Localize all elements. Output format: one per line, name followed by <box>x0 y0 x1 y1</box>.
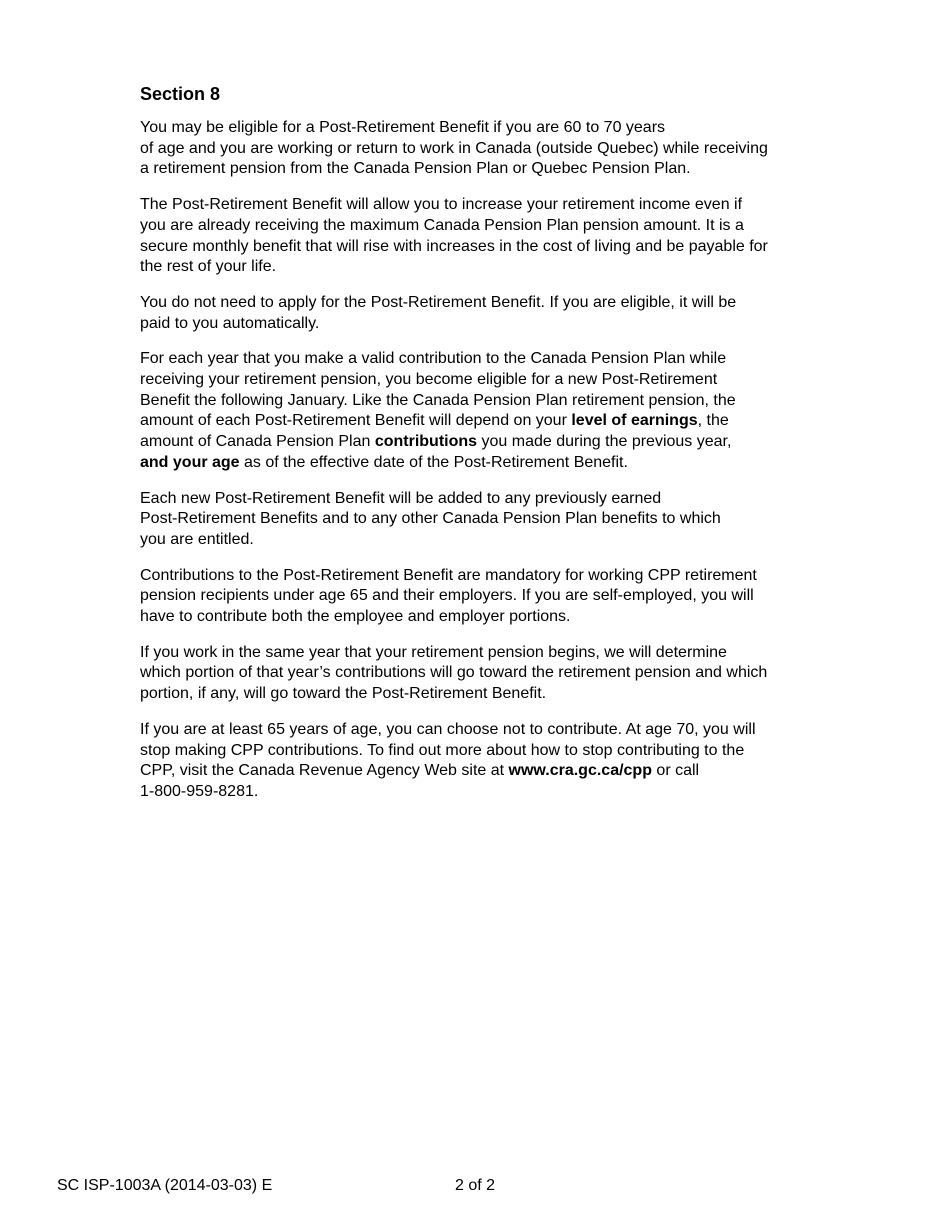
text-segment: , the <box>697 412 729 430</box>
text-line: If you are at least 65 years of age, you can choose not to contribute. At age 70, you will <box>140 720 756 738</box>
form-identifier: SC ISP-1003A (2014-03-03) E <box>57 1177 273 1194</box>
text-line: For each year that you make a valid contribution to the Canada Pension Plan while <box>140 350 727 368</box>
text-segment: CPP, visit the Canada Revenue Agency Web site at <box>140 762 509 780</box>
text-line: Each new Post-Retirement Benefit will be added to any previously earned <box>140 489 662 507</box>
text-line: Contributions to the Post-Retirement Benefit are mandatory for working CPP retirement <box>140 566 757 584</box>
paragraph-cumulative-benefits <box>140 489 830 551</box>
paragraph-mandatory-contributions <box>140 566 830 628</box>
section-heading: Section 8 <box>140 84 221 104</box>
text-line: portion, if any, will go toward the Post-Retirement Benefit. <box>140 685 547 703</box>
text-line <box>140 411 830 432</box>
emphasis-level-of-earnings: level of earnings <box>571 412 698 430</box>
text-line: stop making CPP contributions. To find out more about how to stop contributing to the <box>140 741 745 759</box>
text-line: You may be eligible for a Post-Retirement Benefit if you are 60 to 70 years <box>140 119 666 136</box>
paragraph-stop-contributing <box>140 720 830 803</box>
text-line: a retirement pension from the Canada Pension Plan or Quebec Pension Plan. <box>140 160 691 178</box>
text-line: paid to you automatically. <box>140 314 320 332</box>
paragraph-automatic-payment <box>140 293 830 334</box>
text-line: If you work in the same year that your retirement pension begins, we will determine <box>140 643 727 661</box>
text-segment: as of the effective date of the Post-Retirement Benefit. <box>239 453 628 471</box>
emphasis-and-your-age: and your age <box>140 453 240 471</box>
cra-website-link[interactable]: www.cra.gc.ca/cpp <box>508 762 652 780</box>
text-line <box>140 761 830 782</box>
text-line: You do not need to apply for the Post-Retirement Benefit. If you are eligible, it will be <box>140 293 737 311</box>
document-body <box>140 82 830 818</box>
paragraph-annual-contribution <box>140 349 830 473</box>
text-line: pension recipients under age 65 and their employers. If you are self-employed, you will <box>140 587 754 605</box>
text-segment: you made during the previous year, <box>477 433 732 451</box>
paragraph-same-year <box>140 643 830 705</box>
text-line <box>140 453 830 474</box>
text-line: of age and you are working or return to work in Canada (outside Quebec) while receiving <box>140 139 768 157</box>
text-line: Post-Retirement Benefits and to any other Canada Pension Plan benefits to which <box>140 510 721 528</box>
text-line: you are entitled. <box>140 530 254 548</box>
text-line: you are already receiving the maximum Canada Pension Plan pension amount. It is a <box>140 216 744 234</box>
text-segment: amount of each Post-Retirement Benefit will depend on your <box>140 412 572 430</box>
paragraph-eligibility <box>140 118 830 180</box>
text-segment: or call <box>651 762 700 780</box>
text-line: Benefit the following January. Like the Canada Pension Plan retirement pension, the <box>140 391 736 409</box>
phone-number: 1-800-959-8281. <box>140 782 259 800</box>
text-line <box>140 432 830 453</box>
text-line: secure monthly benefit that will rise with increases in the cost of living and be payable for <box>140 237 768 255</box>
text-line: which portion of that year’s contributions will go toward the retirement pension and which <box>140 664 768 682</box>
text-segment: amount of Canada Pension Plan <box>140 433 375 451</box>
paragraph-benefit-description <box>140 195 830 278</box>
text-line: receiving your retirement pension, you become eligible for a new Post-Retirement <box>140 371 718 389</box>
page-number: 2 of 2 <box>455 1177 496 1194</box>
emphasis-contributions: contributions <box>374 433 478 451</box>
text-line: the rest of your life. <box>140 258 277 276</box>
text-line: have to contribute both the employee and employer portions. <box>140 608 571 626</box>
text-line: The Post-Retirement Benefit will allow you to increase your retirement income even if <box>140 196 743 214</box>
